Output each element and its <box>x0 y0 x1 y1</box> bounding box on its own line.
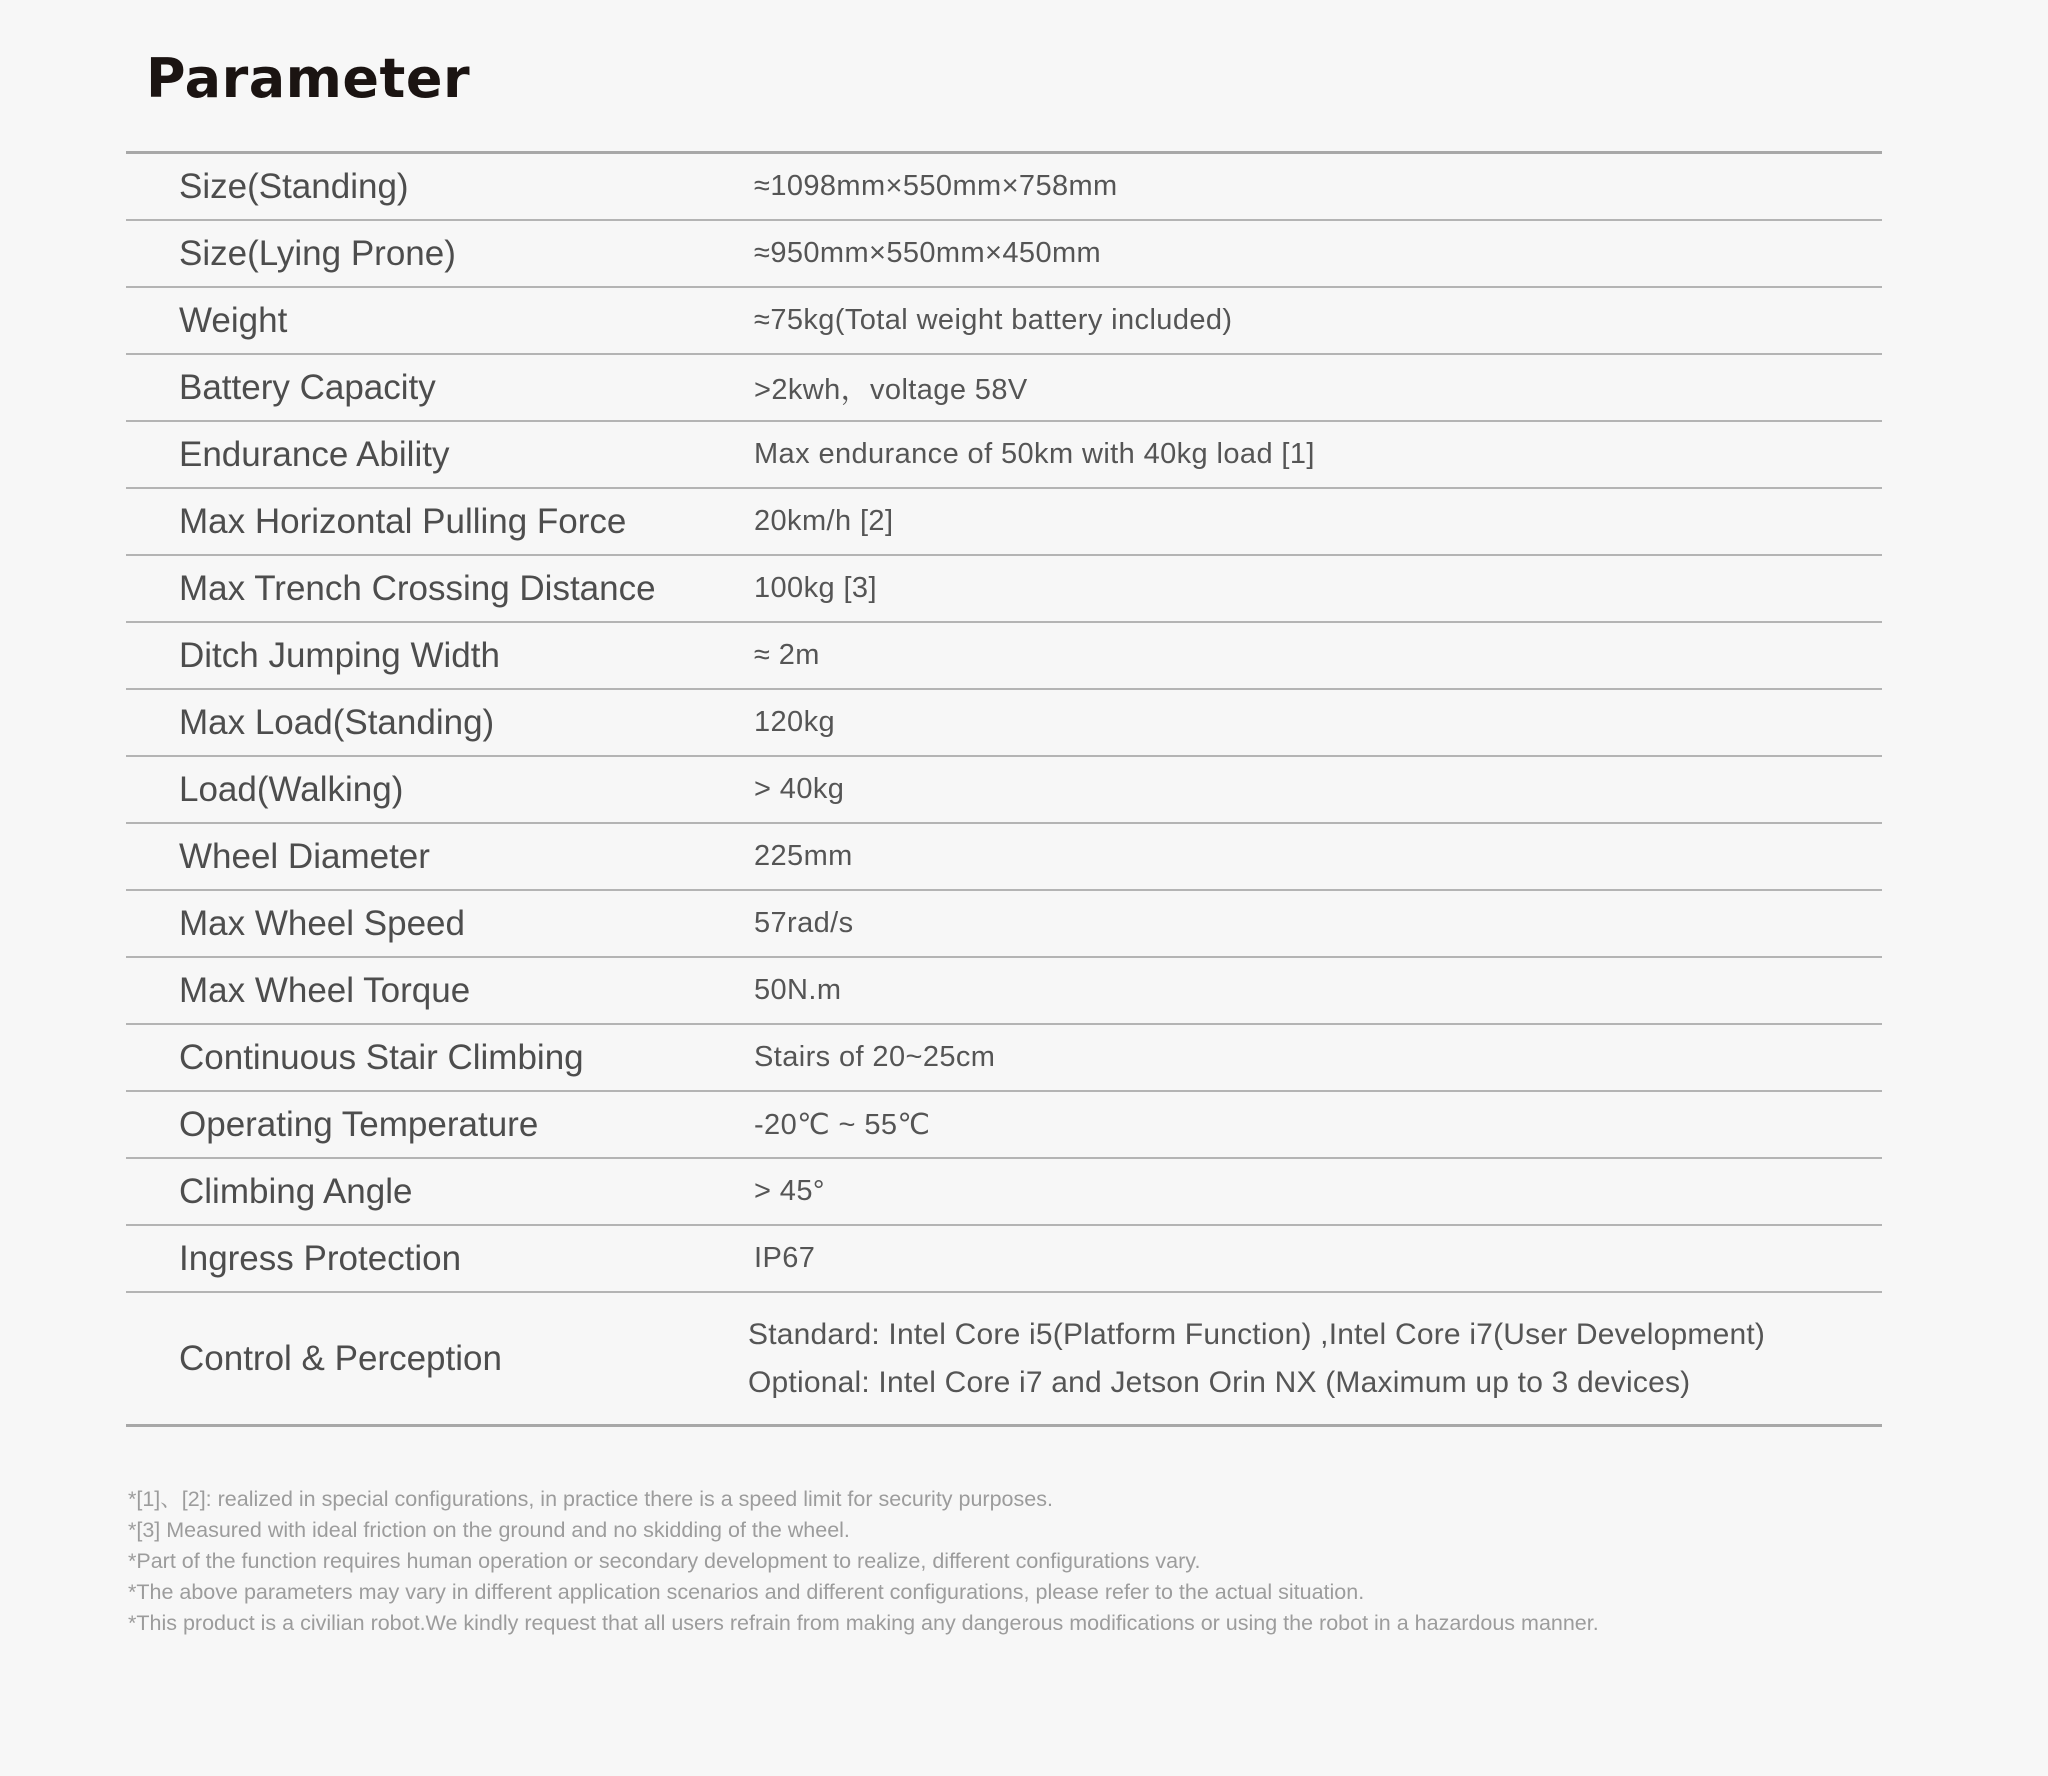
spec-row-load-walking <box>126 757 1882 824</box>
spec-label: Wheel Diameter <box>179 836 430 876</box>
spec-value: 50N.m <box>754 974 842 1006</box>
spec-value-standard: Standard: Intel Core i5(Platform Function) ,Intel Core i7(User Development) <box>748 1317 1766 1351</box>
footnote: *[1]、[2]: realized in special configurations, in practice there is a speed limit for security purposes. <box>128 1487 1053 1511</box>
spec-row-ditch-jumping-width <box>126 623 1882 690</box>
spec-value-optional: Optional: Intel Core i7 and Jetson Orin NX (Maximum up to 3 devices) <box>748 1365 1691 1399</box>
spec-value: Stairs of 20~25cm <box>754 1041 996 1073</box>
spec-row-size-standing <box>126 154 1882 221</box>
spec-label: Max Wheel Torque <box>179 970 471 1010</box>
footnote: *[3] Measured with ideal friction on the ground and no skidding of the wheel. <box>128 1518 850 1542</box>
spec-label: Endurance Ability <box>179 434 450 474</box>
spec-label: Weight <box>179 300 288 340</box>
spec-row-max-horizontal-pulling-force <box>126 489 1882 556</box>
spec-row-operating-temperature <box>126 1092 1882 1159</box>
spec-row-continuous-stair-climbing <box>126 1025 1882 1092</box>
spec-value: > 40kg <box>754 773 845 805</box>
spec-label: Continuous Stair Climbing <box>179 1037 584 1077</box>
spec-value: -20℃ ~ 55℃ <box>754 1109 931 1141</box>
spec-row-max-wheel-speed <box>126 891 1882 958</box>
footnote: *Part of the function requires human operation or secondary development to realize, different configurations vary. <box>128 1549 1201 1573</box>
spec-label: Max Trench Crossing Distance <box>179 568 656 608</box>
spec-row-weight <box>126 288 1882 355</box>
spec-row-climbing-angle <box>126 1159 1882 1226</box>
spec-label: Max Load(Standing) <box>179 702 495 742</box>
spec-row-size-lying-prone <box>126 221 1882 288</box>
spec-value <box>748 1311 1882 1407</box>
spec-label: Max Horizontal Pulling Force <box>179 501 627 541</box>
spec-row-max-trench-crossing-distance <box>126 556 1882 623</box>
spec-value: ≈950mm×550mm×450mm <box>754 237 1102 269</box>
spec-row-max-wheel-torque <box>126 958 1882 1025</box>
spec-value: 20km/h [2] <box>754 505 894 537</box>
spec-label: Battery Capacity <box>179 367 436 407</box>
spec-value: ≈ 2m <box>754 639 820 671</box>
spec-label: Size(Lying Prone) <box>179 233 456 273</box>
spec-value: 57rad/s <box>754 907 854 939</box>
spec-value: 225mm <box>754 840 853 872</box>
spec-value: ≈1098mm×550mm×758mm <box>754 170 1118 202</box>
spec-label: Control & Perception <box>179 1338 502 1378</box>
spec-value: >2kwh，voltage 58V <box>754 374 1028 406</box>
spec-row-max-load-standing <box>126 690 1882 757</box>
spec-label: Load(Walking) <box>179 769 404 809</box>
spec-label: Climbing Angle <box>179 1171 413 1211</box>
spec-value: 120kg <box>754 706 836 738</box>
spec-row-endurance-ability <box>126 422 1882 489</box>
footnote: *The above parameters may vary in different application scenarios and different configurations, please refer to the actual situation. <box>128 1580 1365 1604</box>
spec-row-control-perception <box>126 1293 1882 1427</box>
page-title: Parameter <box>146 47 471 110</box>
spec-label: Operating Temperature <box>179 1104 539 1144</box>
spec-value: 100kg [3] <box>754 572 877 604</box>
spec-table <box>126 151 1882 1427</box>
spec-label: Size(Standing) <box>179 166 409 206</box>
footnote: *This product is a civilian robot.We kindly request that all users refrain from making any dangerous modifications or using the robot in a hazardous manner. <box>128 1611 1599 1635</box>
spec-row-battery-capacity <box>126 355 1882 422</box>
spec-row-wheel-diameter <box>126 824 1882 891</box>
spec-value: IP67 <box>754 1242 816 1274</box>
spec-value: ≈75kg(Total weight battery included) <box>754 304 1233 336</box>
spec-label: Max Wheel Speed <box>179 903 465 943</box>
spec-value: Max endurance of 50km with 40kg load [1] <box>754 438 1315 470</box>
footnotes <box>128 1484 1888 1639</box>
spec-label: Ingress Protection <box>179 1238 462 1278</box>
spec-label: Ditch Jumping Width <box>179 635 500 675</box>
spec-value: > 45° <box>754 1175 825 1207</box>
spec-row-ingress-protection <box>126 1226 1882 1293</box>
